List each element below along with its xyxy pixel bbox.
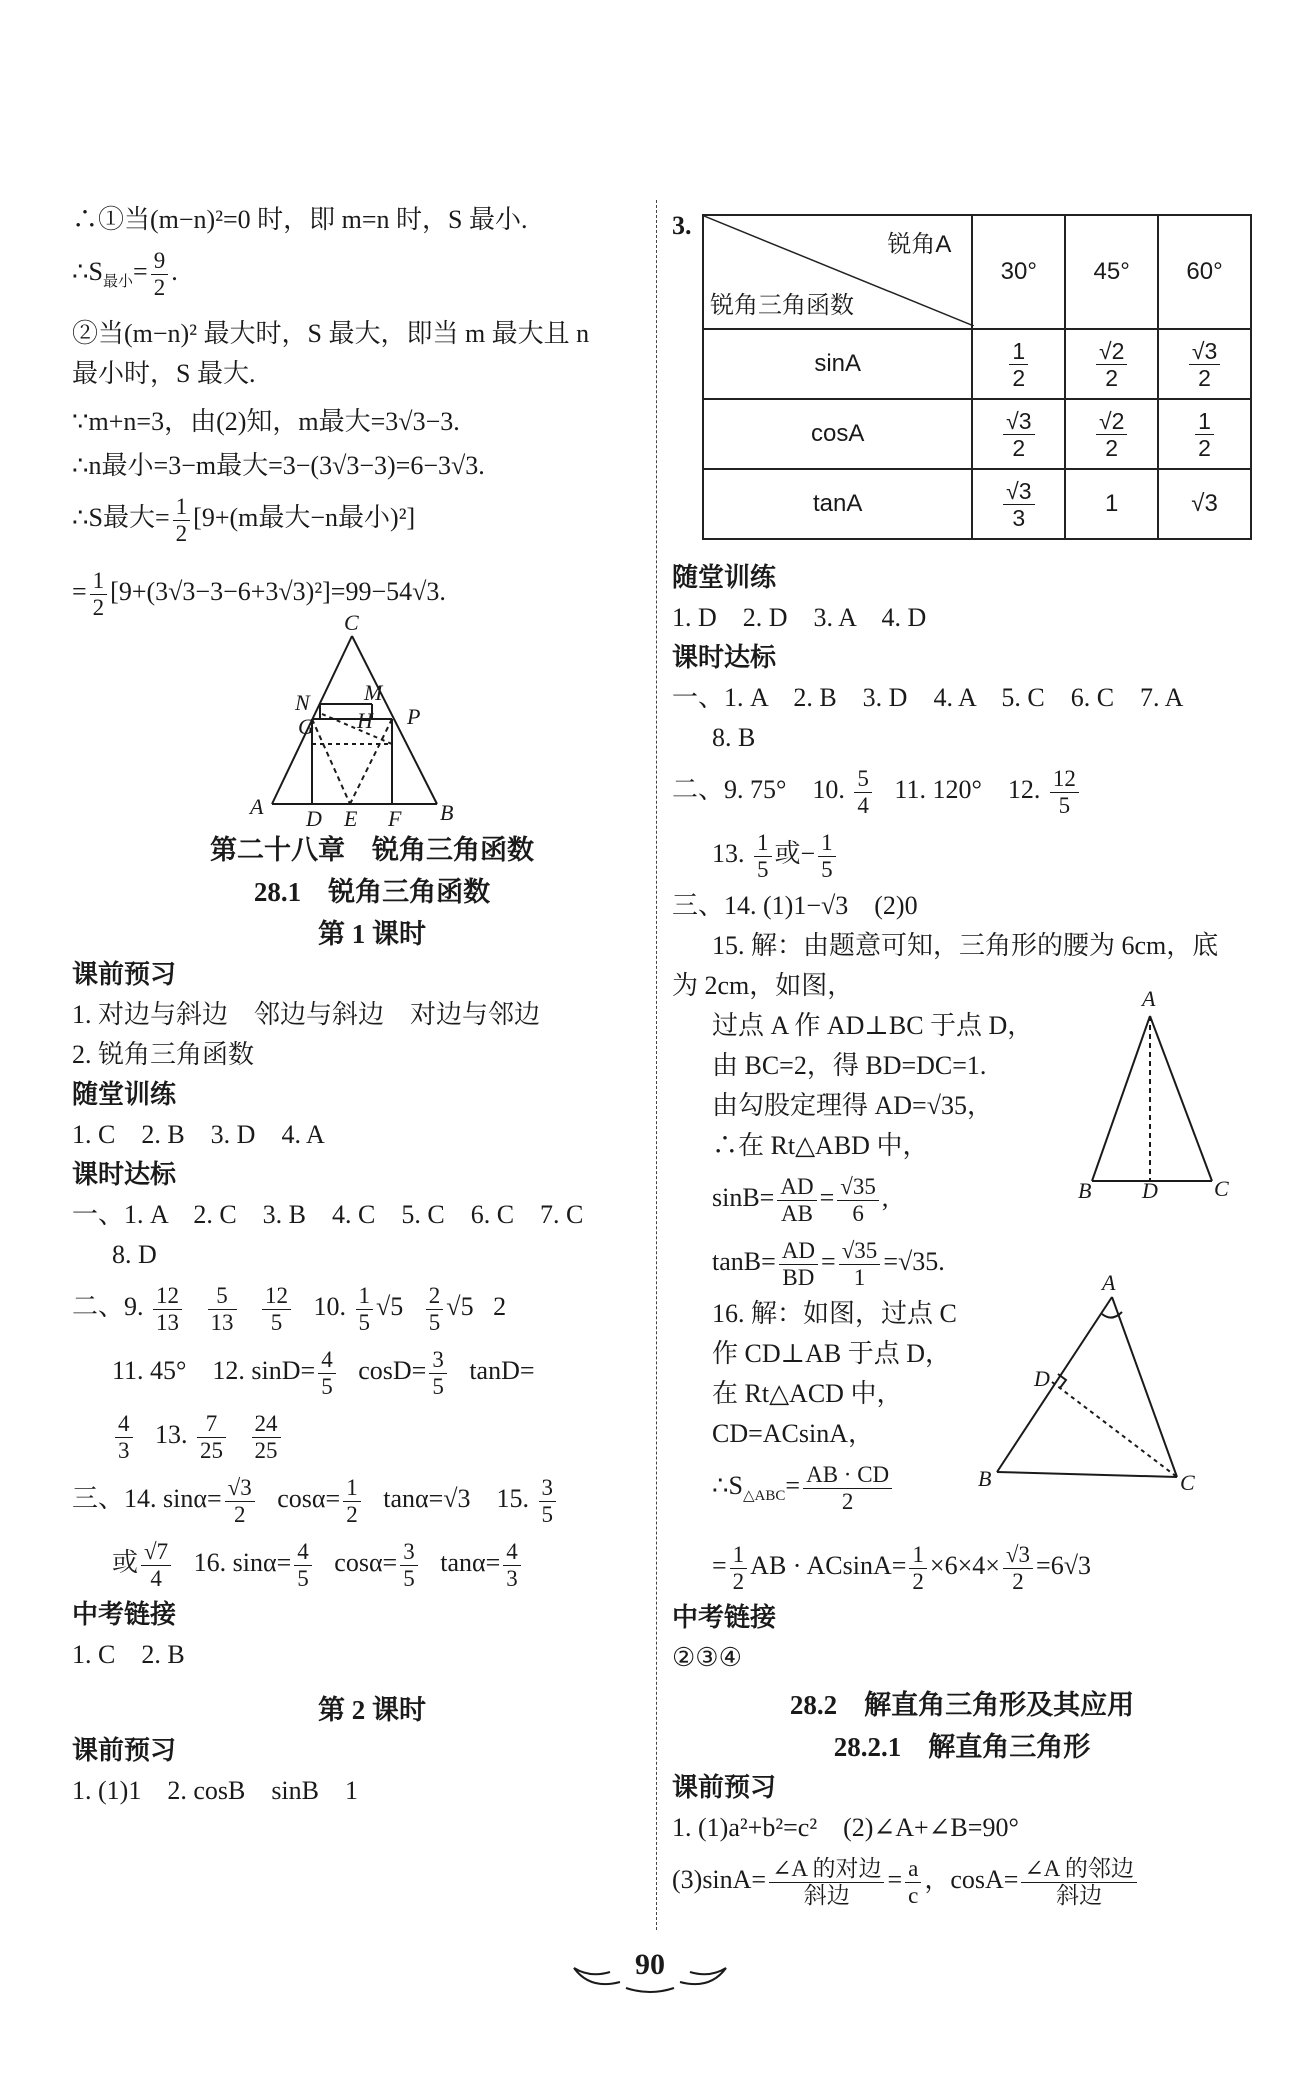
text-line: $\therefore S_{\triangle ABC}=$ $\frac{AB \cdot CD}{2}$: [672, 1454, 1252, 1528]
point-label: A: [1142, 986, 1156, 1011]
text-line: 或 $\frac{√7}{4}$ 16. sinα= $\frac{4}{5}$ cosα= $\frac{3}{5}$ tanα= $\frac{4}{3}$: [72, 1531, 672, 1595]
column-header: 锐角A: [887, 231, 952, 258]
problem-16-block: [672, 1270, 1252, 1528]
text-line: 一、1. A 2. B 3. D 4. A 5. C 6. C 7. A: [672, 683, 1184, 712]
page-number: 90: [635, 1948, 665, 1981]
left-column: [72, 200, 672, 1811]
text-line: 2. 锐角三角函数: [72, 1040, 255, 1070]
section-heading: 课时达标: [72, 1160, 177, 1190]
text-line: 1. C 2. B: [72, 1640, 185, 1670]
point-label: C: [344, 610, 359, 636]
triangle-figure-1: [72, 610, 672, 832]
table-cell: √3: [1158, 469, 1251, 539]
text-line: = $\frac{1}{2}$ AB · ACsinA= $\frac{1}{2}$ ×6×4× $\frac{√3}{2}$ =6√3: [712, 1541, 1091, 1594]
table-corner-cell: [703, 215, 972, 329]
text-line: 最小时，S 最大.: [72, 359, 256, 389]
text-line: 13. $\frac{1}{5}$ 或− $\frac{1}{5}$: [672, 822, 1252, 886]
text-line: ∴S最大= $\frac{1}{2}$ [9+(m最大−n最小)²]: [72, 493, 416, 546]
text-line: 二、9. $\frac{12}{13}$ $\frac{5}{13}$ $\frac{12}{5}$ 10. $\frac{1}{5}$ √5 $\frac{2}{5}$ √5 2: [72, 1282, 507, 1335]
lesson-title: 第 1 课时: [318, 919, 426, 950]
text-line: ∴在 Rt△ABD 中，: [712, 1131, 929, 1160]
text-line: 11. 45° 12. sinD= $\frac{4}{5}$ cosD= $\frac{3}{5}$ tanD=: [112, 1346, 535, 1399]
point-label: F: [388, 806, 402, 832]
fraction: $\frac{1}{2}$: [90, 568, 108, 621]
item-number: 3.: [672, 211, 692, 240]
text-line: 8. D: [112, 1240, 157, 1270]
point-label: D: [1142, 1178, 1158, 1203]
subsection-title: 28.2.1 解直角三角形: [833, 1732, 1091, 1763]
lesson-title: 第 2 课时: [318, 1695, 426, 1726]
section-heading: 课前预习: [72, 1736, 177, 1766]
angle-header: 30°: [972, 215, 1065, 329]
trig-table-block: [672, 211, 1252, 558]
text-line: 在 Rt△ACD 中，: [712, 1379, 903, 1408]
point-label: B: [978, 1466, 992, 1491]
point-label: C: [1180, 1470, 1195, 1495]
text-line: ②③④: [672, 1643, 742, 1673]
section-heading: 课前预习: [72, 960, 177, 990]
point-label: D: [306, 806, 322, 832]
text-line: 16. 解：如图，过点 C: [712, 1299, 957, 1328]
text-line: 三、14. (1)1−√3 (2)0: [672, 891, 918, 920]
text-line: $\therefore S_{最小}=$ $\frac{9}{2}$ .: [72, 247, 178, 300]
function-name: sinA: [703, 329, 972, 399]
point-label: A: [1102, 1270, 1116, 1295]
text-line: sinB= $\frac{AD}{AB}$ = $\frac{√35}{6}$ ,: [712, 1173, 889, 1226]
text-line: 三、14. sinα= $\frac{√3}{2}$ cosα= $\frac{1}{2}$ tanα=√3 15. $\frac{3}{5}$: [72, 1467, 672, 1531]
table-row: tanA $\frac{√3}{3}$ 1 √3: [703, 469, 1251, 539]
right-column: [672, 211, 1252, 1912]
point-label: B: [440, 800, 454, 826]
text-line: 1. (1)a²+b²=c² (2)∠A+∠B=90°: [672, 1813, 1019, 1843]
point-label: E: [344, 806, 358, 832]
text-line: (3)sinA= $\frac{\text{∠A 的对边}}{\text{斜边}}$ = $\frac{a}{c}$ ，cosA= $\frac{\text{∠A 的邻边}}{\text{斜边}}$: [672, 1848, 1252, 1912]
section-title: 28.1 锐角三角函数: [253, 877, 491, 908]
point-label: P: [407, 704, 421, 730]
section-heading: 中考链接: [672, 1603, 777, 1633]
text-line: 1. D 2. D 3. A 4. D: [672, 603, 927, 632]
angle-header: 45°: [1065, 215, 1158, 329]
point-label: A: [250, 794, 264, 820]
text-line: = $\frac{1}{2}$ [9+(3√3−3−6+3√3)²]=99−54√3.: [72, 567, 446, 620]
text-line: ∴n最小=3−m最大=3−(3√3−3)=6−3√3.: [72, 451, 485, 481]
section-heading: 随堂训练: [672, 563, 777, 592]
text-line: 由 BC=2，得 BD=DC=1.: [712, 1051, 987, 1080]
fraction: $\frac{1}{2}$: [173, 494, 191, 547]
point-label: N: [295, 690, 310, 716]
text-line: 8. B: [712, 723, 756, 752]
text-line: CD=ACsinA，: [712, 1419, 875, 1448]
row-header: 锐角三角函数: [710, 292, 854, 319]
point-label: B: [1078, 1178, 1092, 1203]
table-row: sinA $\frac{1}{2}$ $\frac{√2}{2}$ $\frac{√3}{2}$: [703, 329, 1251, 399]
point-label: H: [357, 708, 373, 734]
text-line: 15. 解：由题意可知，三角形的腰为 6cm，底: [712, 931, 1219, 960]
fraction: $\frac{9}{2}$: [151, 248, 169, 301]
section-title: 28.2 解直角三角形及其应用: [789, 1690, 1135, 1721]
point-label: M: [364, 680, 383, 706]
point-label: C: [1214, 1176, 1229, 1201]
text-line: 由勾股定理得 AD=√35，: [712, 1091, 993, 1120]
point-label: G: [298, 714, 314, 740]
text-line: 1. 对边与斜边 邻边与斜边 对边与邻边: [72, 1000, 541, 1030]
text-line: ∵m+n=3，由(2)知，m最大=3√3−3.: [72, 407, 460, 437]
text-line: 过点 A 作 AD⊥BC 于点 D，: [712, 1011, 1034, 1040]
function-name: cosA: [703, 399, 972, 469]
trig-value-table: [702, 214, 1252, 540]
text-line: 二、9. 75° 10. $\frac{5}{4}$ 11. 120° 12. $\frac{12}{5}$: [672, 758, 1252, 822]
text-line: 一、1. A 2. C 3. B 4. C 5. C 6. C 7. C: [72, 1200, 584, 1230]
text-line: 1. C 2. B 3. D 4. A: [72, 1120, 325, 1150]
table-cell: 1: [1065, 469, 1158, 539]
text-line: ②当(m−n)² 最大时，S 最大，即当 m 最大且 n: [72, 319, 590, 349]
section-heading: 随堂训练: [72, 1080, 177, 1110]
triangle-abc-figure: [972, 1270, 1202, 1495]
section-heading: 课时达标: [672, 643, 777, 672]
problem-15-block: [672, 986, 1252, 1294]
text-line: 作 CD⊥AB 于点 D，: [712, 1339, 951, 1368]
function-name: tanA: [703, 469, 972, 539]
isosceles-triangle-figure: [1062, 986, 1242, 1203]
section-heading: 课前预习: [672, 1773, 777, 1803]
chapter-title: 第二十八章 锐角三角函数: [210, 835, 534, 866]
section-heading: 中考链接: [72, 1600, 177, 1630]
text-line: 为 2cm，如图，: [672, 971, 854, 1000]
point-label: D: [1034, 1366, 1050, 1391]
text-line: $\frac{4}{3}$ 13. $\frac{7}{25}$ $\frac{24}{25}$: [72, 1403, 672, 1467]
text-line: ∴①当(m−n)²=0 时，即 m=n 时，S 最小.: [72, 205, 528, 234]
text-line: 1. (1)1 2. cosB sinB 1: [72, 1776, 359, 1806]
table-row: cosA $\frac{√3}{2}$ $\frac{√2}{2}$ $\frac{1}{2}$: [703, 399, 1251, 469]
text-line: tanB= $\frac{AD}{BD}$ = $\frac{√35}{1}$ =√35.: [712, 1237, 945, 1290]
angle-header: 60°: [1158, 215, 1251, 329]
